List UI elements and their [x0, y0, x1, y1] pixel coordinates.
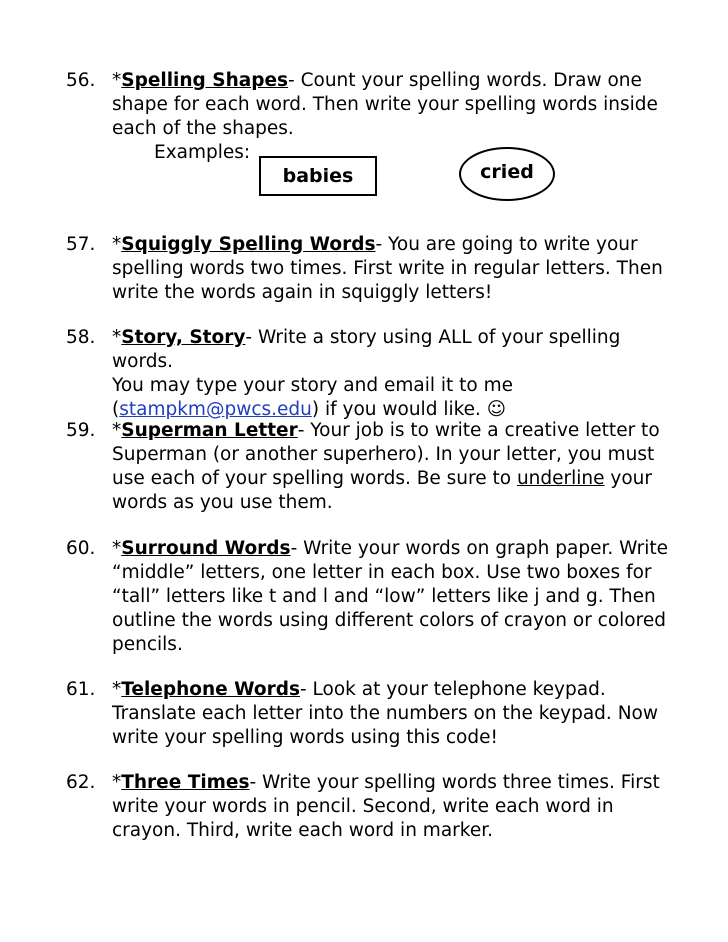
item-title: Spelling Shapes — [121, 70, 289, 91]
item-text: “tall” letters like t and l and “low” letters like j and g. Then — [112, 586, 656, 607]
list-item-58 — [66, 326, 686, 422]
item-title: Telephone Words — [121, 679, 300, 700]
item-title: Three Times — [121, 772, 250, 793]
asterisk: * — [112, 420, 122, 441]
item-text: Superman (or another superhero). In your letter, you must — [112, 444, 655, 465]
item-text: write the words again in squiggly letters! — [112, 282, 493, 303]
item-text: shape for each word. Then write your spelling words inside — [112, 94, 658, 115]
item-text: outline the words using different colors of crayon or colored — [112, 610, 666, 631]
example-word: babies — [282, 165, 354, 187]
email-link[interactable]: stampkm@pwcs.edu — [119, 399, 312, 420]
item-number: 57. — [66, 234, 96, 255]
list-item-59 — [66, 419, 686, 515]
asterisk: * — [112, 772, 122, 793]
asterisk: * — [112, 70, 122, 91]
item-text: Translate each letter into the numbers on the keypad. Now — [112, 703, 658, 724]
item-text: write your spelling words using this code! — [112, 727, 498, 748]
item-number: 58. — [66, 327, 96, 348]
item-text: words as you use them. — [112, 492, 333, 513]
item-text: use each of your spelling words. Be sure to — [112, 468, 517, 489]
item-text: spelling words two times. First write in regular letters. Then — [112, 258, 663, 279]
item-title: Story, Story — [121, 327, 246, 348]
item-text: your — [604, 468, 653, 489]
item-text: - Write your spelling words three times. First — [249, 772, 660, 793]
item-text: - Write a story using ALL of your spelling words. — [112, 327, 621, 372]
asterisk: * — [112, 538, 122, 559]
item-text: write your words in pencil. Second, write each word in — [112, 796, 614, 817]
list-item-61 — [66, 678, 686, 750]
item-text: ( — [112, 399, 120, 420]
item-text: - Write your words on graph paper. Write — [290, 538, 668, 559]
asterisk: * — [112, 679, 122, 700]
asterisk: * — [112, 327, 122, 348]
item-text: each of the shapes. — [112, 118, 294, 139]
item-text: - Count your spelling words. Draw one — [288, 70, 642, 91]
item-text: - Look at your telephone keypad. — [299, 679, 606, 700]
example-oval-shape — [459, 147, 555, 201]
item-number: 62. — [66, 772, 96, 793]
list-item-56 — [66, 69, 686, 165]
item-text: pencils. — [112, 634, 183, 655]
example-rectangle-shape — [259, 156, 377, 196]
item-number: 59. — [66, 420, 96, 441]
item-title: Squiggly Spelling Words — [121, 234, 376, 255]
examples-label: Examples: — [154, 142, 251, 163]
item-text: ) if you would like. ☺ — [311, 399, 507, 420]
item-text: crayon. Third, write each word in marker. — [112, 820, 493, 841]
list-item-57 — [66, 233, 686, 305]
asterisk: * — [112, 234, 122, 255]
item-title: Superman Letter — [121, 420, 298, 441]
item-text: You may type your story and email it to me — [112, 375, 514, 396]
list-item-60 — [66, 537, 686, 657]
item-number: 56. — [66, 70, 96, 91]
item-text: - You are going to write your — [375, 234, 638, 255]
item-text: - Your job is to write a creative letter to — [297, 420, 660, 441]
item-text: “middle” letters, one letter in each box. Use two boxes for — [112, 562, 652, 583]
item-title: Surround Words — [121, 538, 291, 559]
list-item-62 — [66, 771, 686, 843]
example-word: cried — [480, 161, 534, 183]
item-number: 60. — [66, 538, 96, 559]
item-number: 61. — [66, 679, 96, 700]
underlined-word: underline — [516, 468, 605, 489]
